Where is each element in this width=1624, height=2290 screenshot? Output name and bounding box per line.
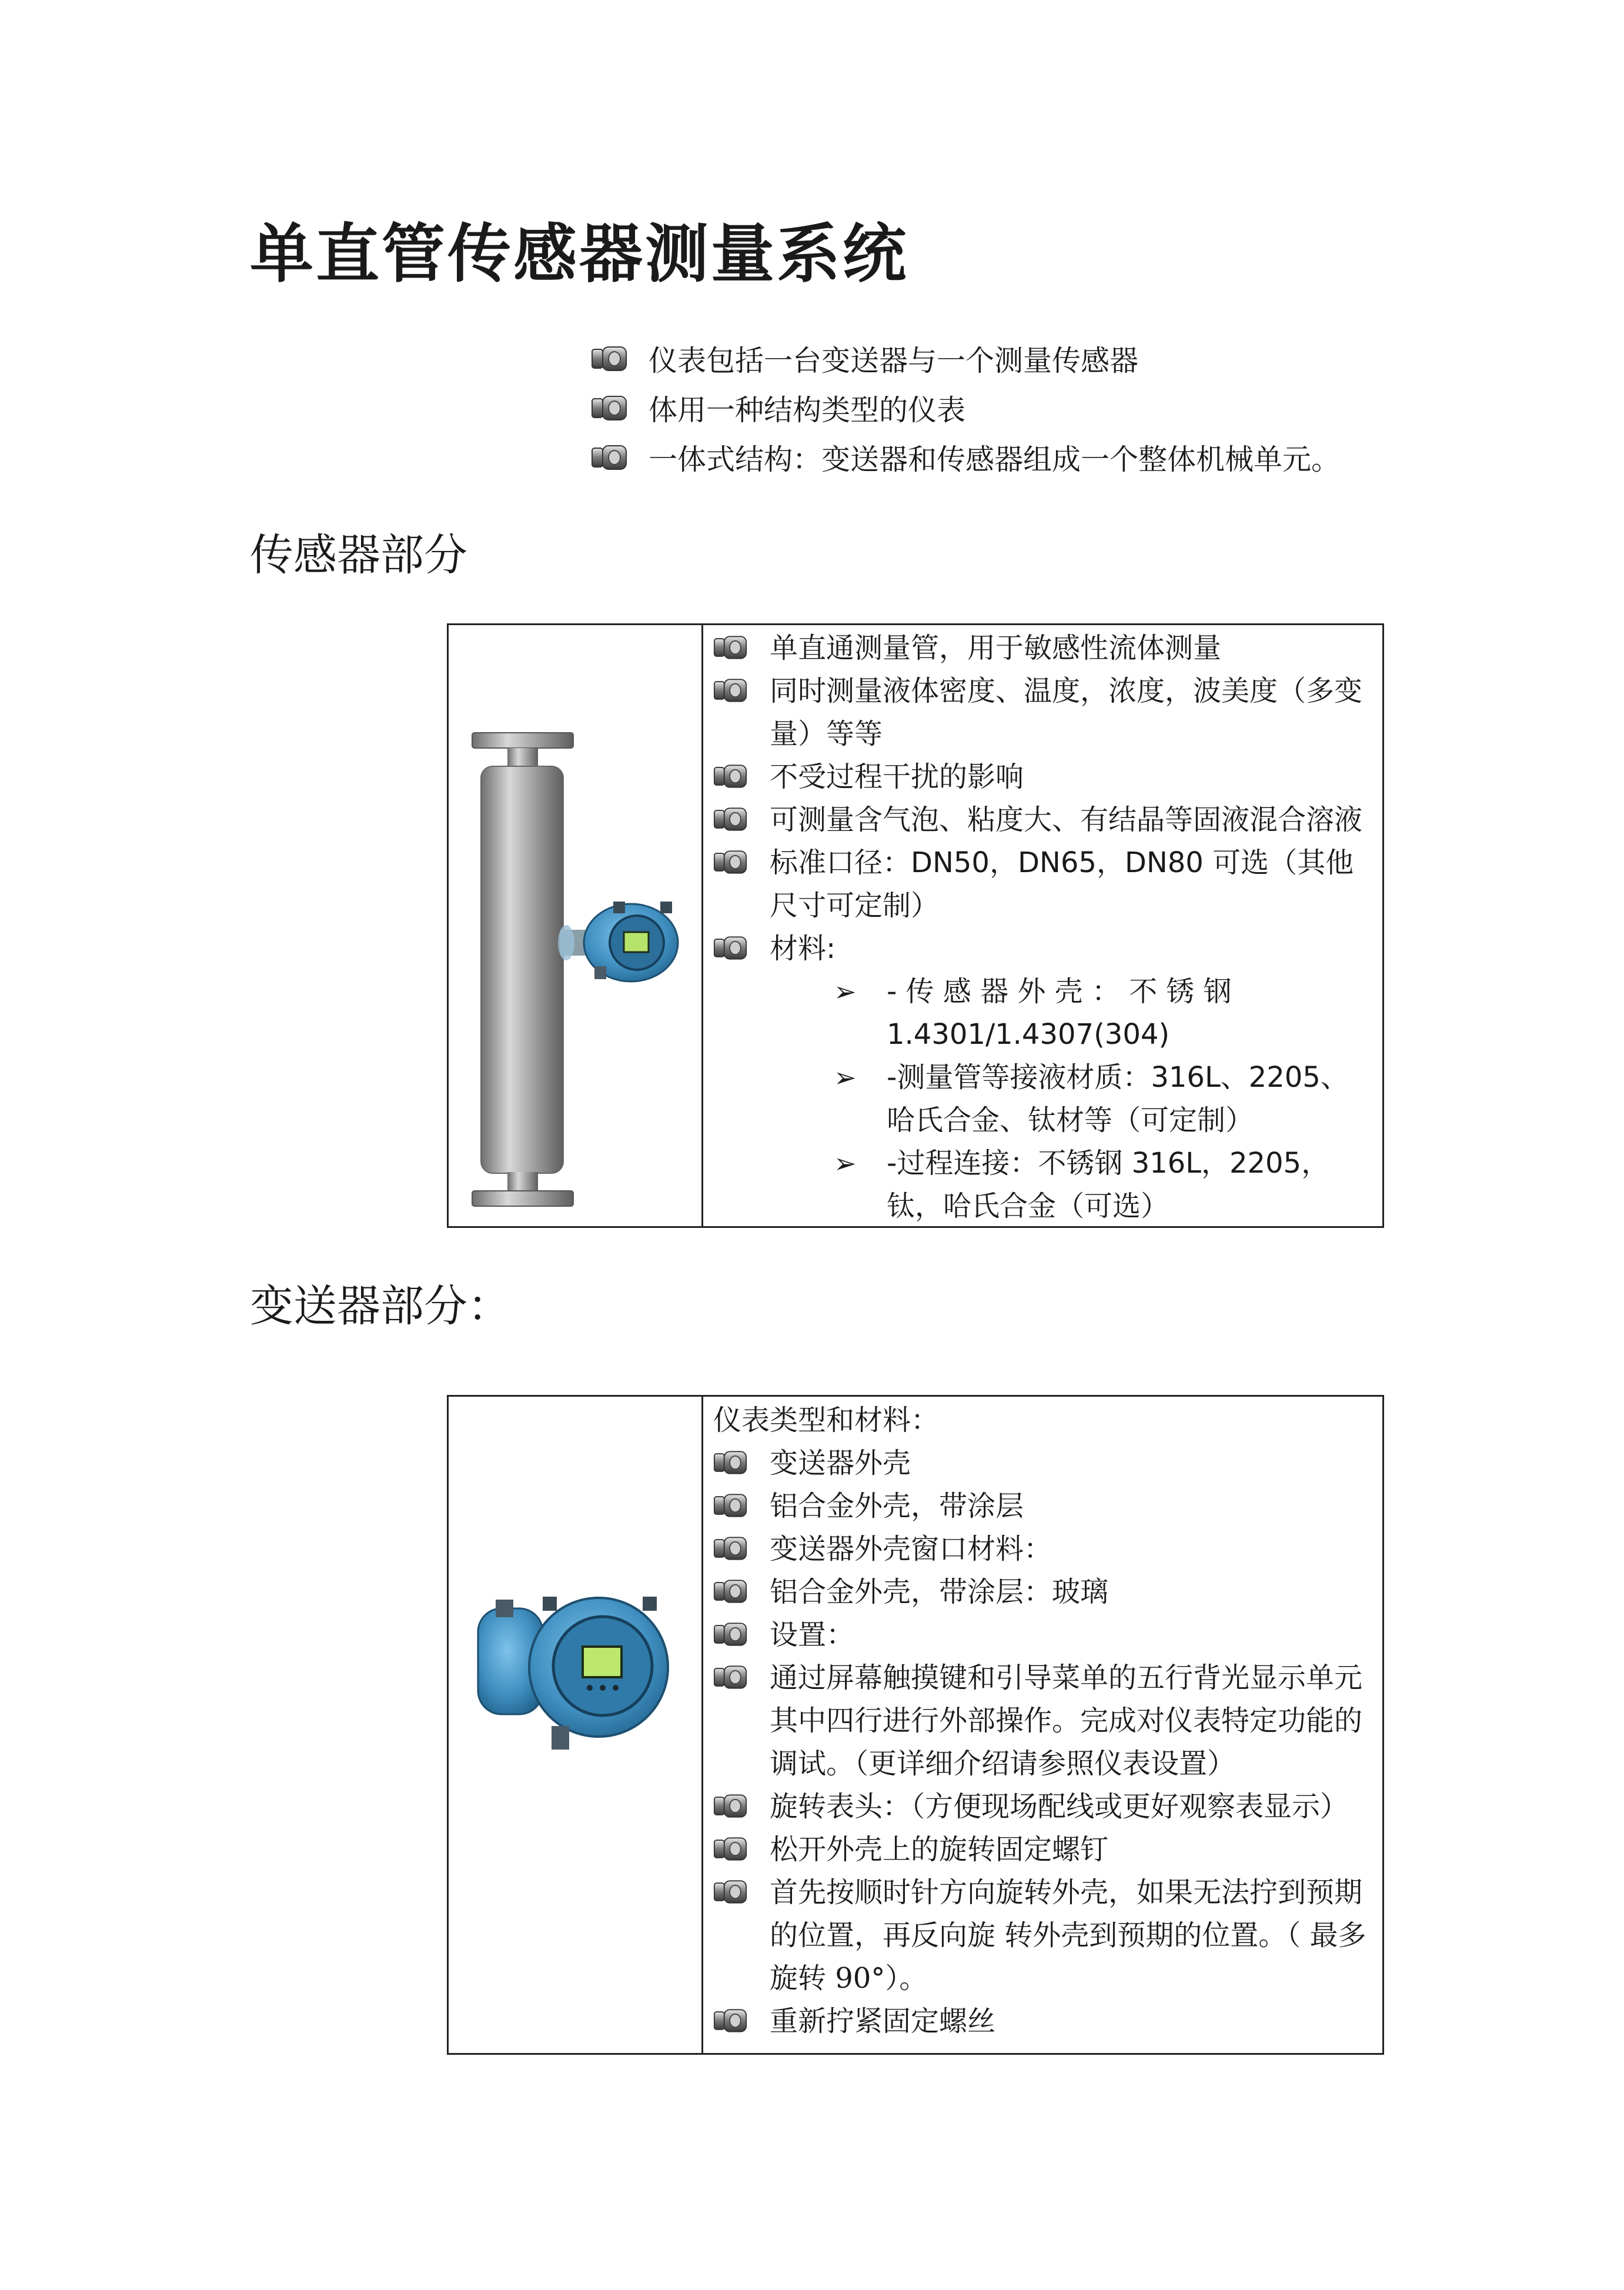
list-item: 标准口径：DN50，DN65，DN80 可选（其他尺寸可定制） (713, 842, 1371, 927)
sensor-feature-list (713, 627, 1371, 970)
intro-text: 体用一种结构类型的仪表 (649, 393, 966, 427)
transmitter-intro-line: 仪表类型和材料： (713, 1404, 940, 1437)
list-item: 单直通测量管，用于敏感性流体测量 (713, 627, 1371, 670)
bullet-icon (713, 2008, 747, 2033)
intro-list (591, 334, 1340, 482)
bullet-icon (591, 445, 627, 470)
bullet-icon (713, 1450, 747, 1475)
list-item: 可测量含气泡、粘度大、有结晶等固液混合溶液 (713, 799, 1371, 842)
list-item: 设置： (713, 1614, 1371, 1657)
intro-text: 仪表包括一台变送器与一个测量传感器 (649, 344, 1139, 378)
list-item: 重新拧紧固定螺丝 (713, 2000, 1371, 2043)
list-item: 铝合金外壳，带涂层：玻璃 (713, 1571, 1371, 1614)
list-item (591, 334, 1340, 383)
list-item: 旋转表头：（方便现场配线或更好观察表显示） (713, 1785, 1371, 1828)
list-item: 铝合金外壳，带涂层 (713, 1485, 1371, 1528)
bullet-icon (713, 1536, 747, 1561)
bullet-icon (713, 1622, 747, 1647)
transmitter-image (449, 1397, 701, 2053)
bullet-icon (713, 1493, 747, 1518)
arrow-bullet-icon: ➢ (834, 1061, 857, 1093)
sensor-table (447, 623, 1384, 1228)
list-item: 通过屏幕触摸键和引导菜单的五行背光显示单元其中四行进行外部操作。完成对仪表特定功能的调试。（更详细介绍请参照仪表设置） (713, 1657, 1371, 1785)
arrow-bullet-icon: ➢ (834, 1147, 857, 1179)
bullet-icon (713, 807, 747, 832)
sensor-text-cell (713, 625, 1382, 1226)
sensor-image-cell (449, 625, 701, 1226)
bullet-icon (713, 1837, 747, 1861)
bullet-icon (713, 678, 747, 703)
bullet-icon (713, 635, 747, 660)
transmitter-table (447, 1395, 1384, 2055)
list-item: 松开外壳上的旋转固定螺钉 (713, 1828, 1371, 1871)
list-item (591, 433, 1340, 482)
bullet-icon (713, 1880, 747, 1904)
material-item: ➢ - 传 感 器 外 壳 ： 不 锈 钢 1.4301/1.4307(304) (713, 970, 1371, 1056)
list-item: 材料: (713, 927, 1371, 970)
sensor-heading: 传感器部分 (250, 530, 467, 580)
bullet-icon (591, 395, 627, 421)
list-item: 变送器外壳 (713, 1442, 1371, 1485)
transmitter-heading: 变送器部分： (250, 1281, 511, 1331)
bullet-icon (713, 850, 747, 874)
bullet-icon (713, 764, 747, 789)
page-title: 单直管传感器测量系统 (250, 218, 909, 291)
material-item: ➢ -过程连接：不锈钢 316L，2205，钛，哈氏合金（可选） (713, 1142, 1371, 1228)
bullet-icon (713, 1794, 747, 1818)
bullet-icon (591, 346, 627, 372)
list-item: 首先按顺时针方向旋转外壳，如果无法拧到预期的位置，再反向旋 转外壳到预期的位置。（ 最多旋转 90°）。 (713, 1871, 1371, 2000)
bullet-icon (713, 1665, 747, 1690)
bullet-icon (713, 1579, 747, 1604)
bullet-icon (713, 936, 747, 960)
material-item: ➢ -测量管等接液材质：316L、2205、哈氏合金、钛材等（可定制） (713, 1056, 1371, 1142)
list-item: 不受过程干扰的影响 (713, 756, 1371, 799)
list-item: 同时测量液体密度、温度，浓度，波美度（多变量）等等 (713, 670, 1371, 756)
intro-text: 一体式结构：变送器和传感器组成一个整体机械单元。 (649, 443, 1341, 476)
transmitter-feature-list (713, 1442, 1371, 2043)
arrow-bullet-icon: ➢ (834, 976, 857, 1007)
flowmeter-sensor-image (449, 625, 701, 1226)
transmitter-text-cell (713, 1397, 1382, 2053)
list-item (591, 383, 1340, 433)
list-item: 变送器外壳窗口材料： (713, 1528, 1371, 1571)
column-divider (701, 625, 703, 1226)
column-divider (701, 1397, 703, 2053)
transmitter-image-cell (449, 1397, 701, 2053)
